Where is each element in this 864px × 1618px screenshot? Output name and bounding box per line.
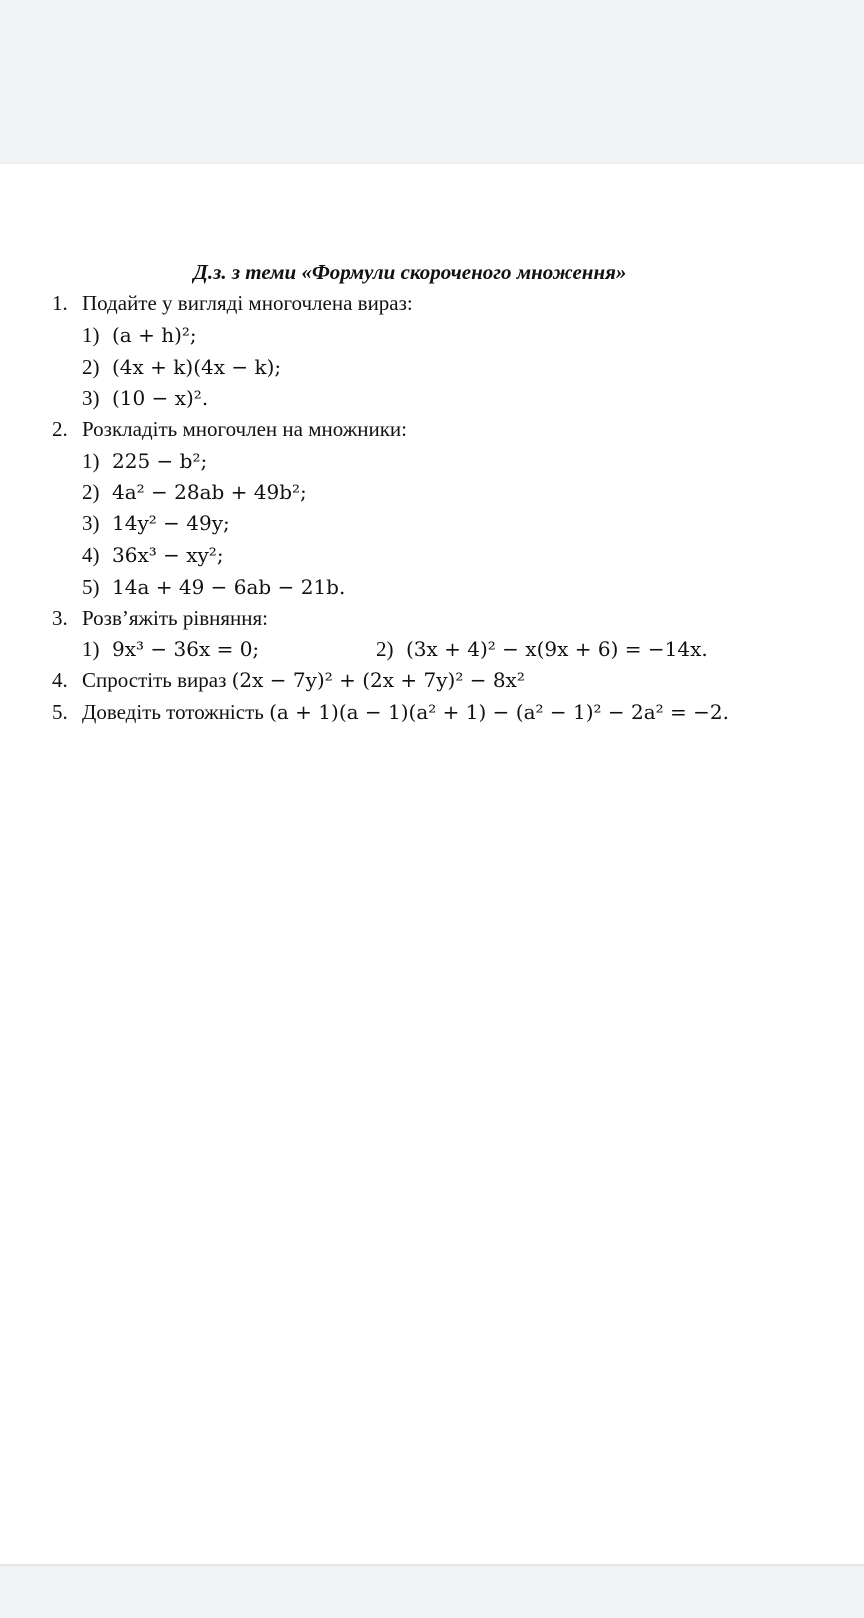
document-title: Д.з. з теми «Формули скороченого множення» xyxy=(193,260,627,284)
math-expression: (a + 1)(a − 1)(a² + 1) − (a² − 1)² − 2a² = −2. xyxy=(269,700,729,724)
task-number: 1. xyxy=(52,291,68,315)
task-text: Спростіть вираз xyxy=(82,668,227,692)
task-1 xyxy=(52,290,413,316)
task-number: 4. xyxy=(52,668,68,692)
item-number: 2) xyxy=(82,355,100,379)
math-expression: (4x + k)(4x − k); xyxy=(112,355,282,379)
task-text: Подайте у вигляді многочлена вираз: xyxy=(82,291,413,315)
math-expression: (a + h)²; xyxy=(112,323,197,347)
math-expression: (2x − 7y)² + (2x + 7y)² − 8x² xyxy=(231,668,525,692)
task-number: 5. xyxy=(52,700,68,724)
item-number: 2) xyxy=(82,480,100,504)
task-number: 2. xyxy=(52,417,68,441)
math-expression: 9x³ − 36x = 0; xyxy=(112,637,260,661)
task-2-item-3 xyxy=(82,510,230,536)
task-5 xyxy=(52,699,729,725)
math-expression: 14a + 49 − 6ab − 21b. xyxy=(112,575,346,599)
task-4 xyxy=(52,667,525,693)
task-3-item-2 xyxy=(376,636,708,662)
task-3 xyxy=(52,605,268,631)
document-page xyxy=(0,164,864,1564)
task-2-item-2 xyxy=(82,479,307,505)
task-2-item-4 xyxy=(82,542,224,568)
item-number: 4) xyxy=(82,543,100,567)
task-1-item-2 xyxy=(82,354,281,380)
math-expression: 36x³ − xy²; xyxy=(112,543,224,567)
task-text: Розкладіть многочлен на множники: xyxy=(82,417,407,441)
math-expression: 4a² − 28ab + 49b²; xyxy=(112,480,307,504)
math-expression: (3x + 4)² − x(9x + 6) = −14x. xyxy=(406,637,708,661)
item-number: 1) xyxy=(82,449,100,473)
item-number: 2) xyxy=(376,637,394,661)
task-1-item-3 xyxy=(82,385,208,411)
task-1-item-1 xyxy=(82,322,197,348)
task-text: Розв’яжіть рівняння: xyxy=(82,606,268,630)
task-number: 3. xyxy=(52,606,68,630)
item-number: 3) xyxy=(82,511,100,535)
task-2-item-1 xyxy=(82,448,207,474)
math-expression: (10 − x)². xyxy=(112,386,209,410)
task-2 xyxy=(52,416,407,442)
item-number: 5) xyxy=(82,575,100,599)
task-text: Доведіть тотожність xyxy=(82,700,264,724)
math-expression: 14y² − 49y; xyxy=(112,511,230,535)
math-expression: 225 − b²; xyxy=(112,449,208,473)
task-3-item-1 xyxy=(82,636,259,662)
item-number: 3) xyxy=(82,386,100,410)
item-number: 1) xyxy=(82,323,100,347)
item-number: 1) xyxy=(82,637,100,661)
task-2-item-5 xyxy=(82,574,345,600)
